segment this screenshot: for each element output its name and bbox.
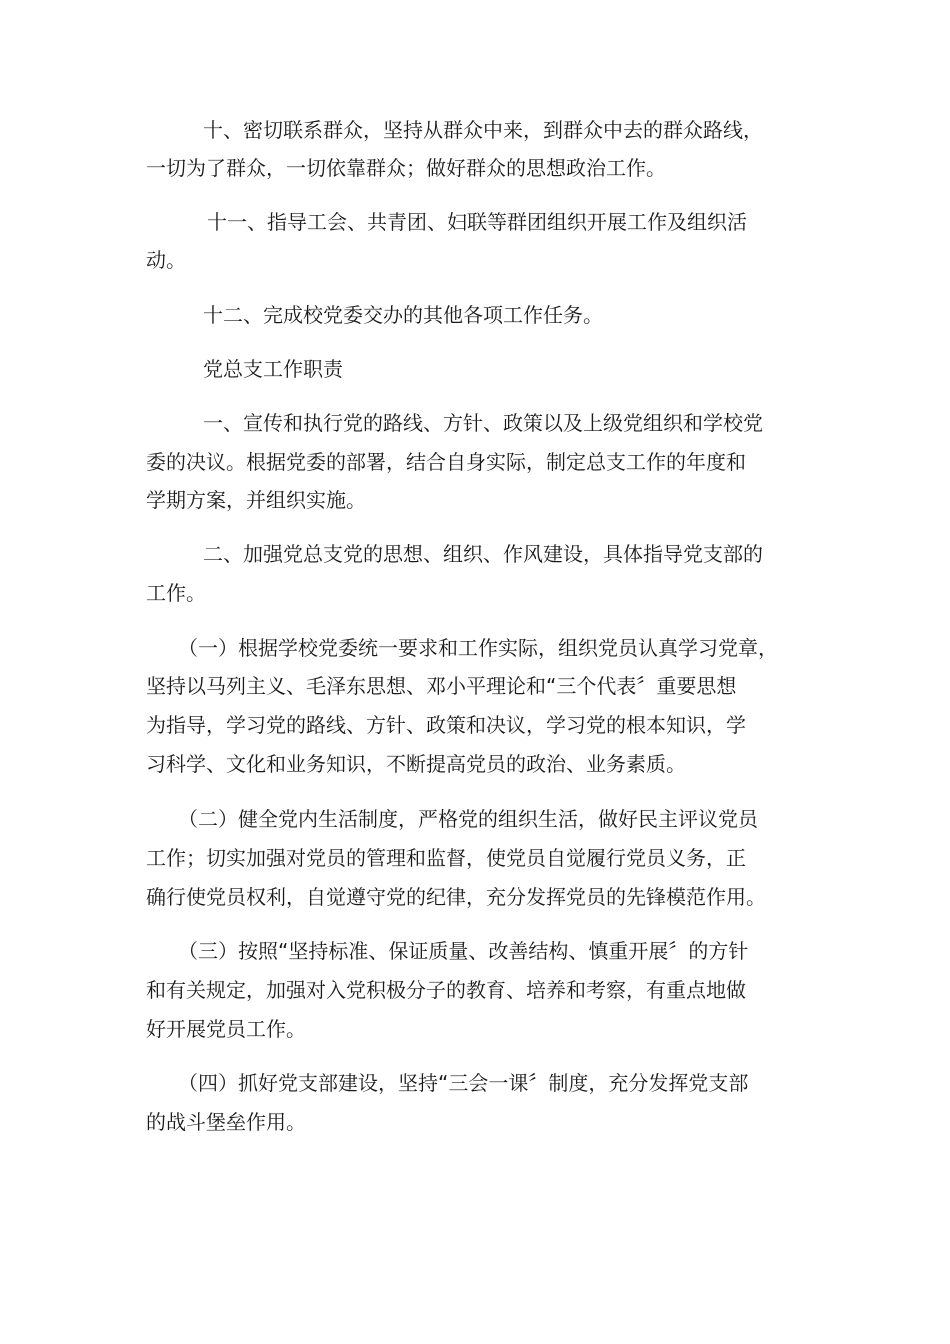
sub-item-1-line-1: （一）根据学校党委统一要求和工作实际，组织党员认真学习党章， — [178, 636, 778, 660]
sub-item-2-line-1: （二）健全党内生活制度，严格党的组织生活，做好民主评议党员 — [178, 807, 758, 831]
sub-item-2-line-3: 确行使党员权利，自觉遵守党的纪律，充分发挥党员的先锋模范作用。 — [146, 885, 766, 909]
sub-item-3-line-2: 和有关规定，加强对入党积极分子的教育、培养和考察，有重点地做 — [146, 978, 746, 1002]
sub-item-1-line-2: 坚持以马列主义、毛泽东思想、邓小平理论和“三个代表〞重要思想 — [146, 674, 737, 698]
paragraph-11-line-1: 十一、指导工会、共青团、妇联等群团组织开展工作及组织活 — [207, 210, 747, 234]
sub-item-2-line-2: 工作；切实加强对党员的管理和监督，使党员自觉履行党员义务，正 — [146, 846, 746, 870]
duty-1-line-3: 学期方案，并组织实施。 — [146, 488, 366, 512]
duty-1-line-1: 一、宣传和执行党的路线、方针、政策以及上级党组织和学校党 — [203, 411, 763, 435]
paragraph-10-line-1: 十、密切联系群众，坚持从群众中来，到群众中去的群众路线， — [203, 118, 763, 142]
sub-item-1-line-3: 为指导，学习党的路线、方针、政策和决议，学习党的根本知识，学 — [146, 713, 746, 737]
sub-item-1-line-4: 习科学、文化和业务知识，不断提高党员的政治、业务素质。 — [146, 752, 686, 776]
duty-2-line-2: 工作。 — [146, 581, 206, 605]
paragraph-11-line-2: 动。 — [146, 248, 186, 272]
sub-item-3-line-3: 好开展党员工作。 — [146, 1017, 306, 1041]
sub-item-3-line-1: （三）按照“坚持标准、保证质量、改善结构、慎重开展〞的方针 — [178, 939, 749, 963]
duty-2-line-1: 二、加强党总支党的思想、组织、作风建设，具体指导党支部的 — [203, 542, 763, 566]
section-heading: 党总支工作职责 — [203, 357, 343, 381]
duty-1-line-2: 委的决议。根据党委的部署，结合自身实际，制定总支工作的年度和 — [146, 450, 746, 474]
paragraph-10-line-2: 一切为了群众，一切依靠群众；做好群众的思想政治工作。 — [146, 156, 666, 180]
sub-item-4-line-2: 的战斗堡垒作用。 — [146, 1110, 306, 1134]
sub-item-4-line-1: （四）抓好党支部建设，坚持“三会一课〞制度，充分发挥党支部 — [178, 1071, 749, 1095]
paragraph-12-line-1: 十二、完成校党委交办的其他各项工作任务。 — [203, 303, 603, 327]
